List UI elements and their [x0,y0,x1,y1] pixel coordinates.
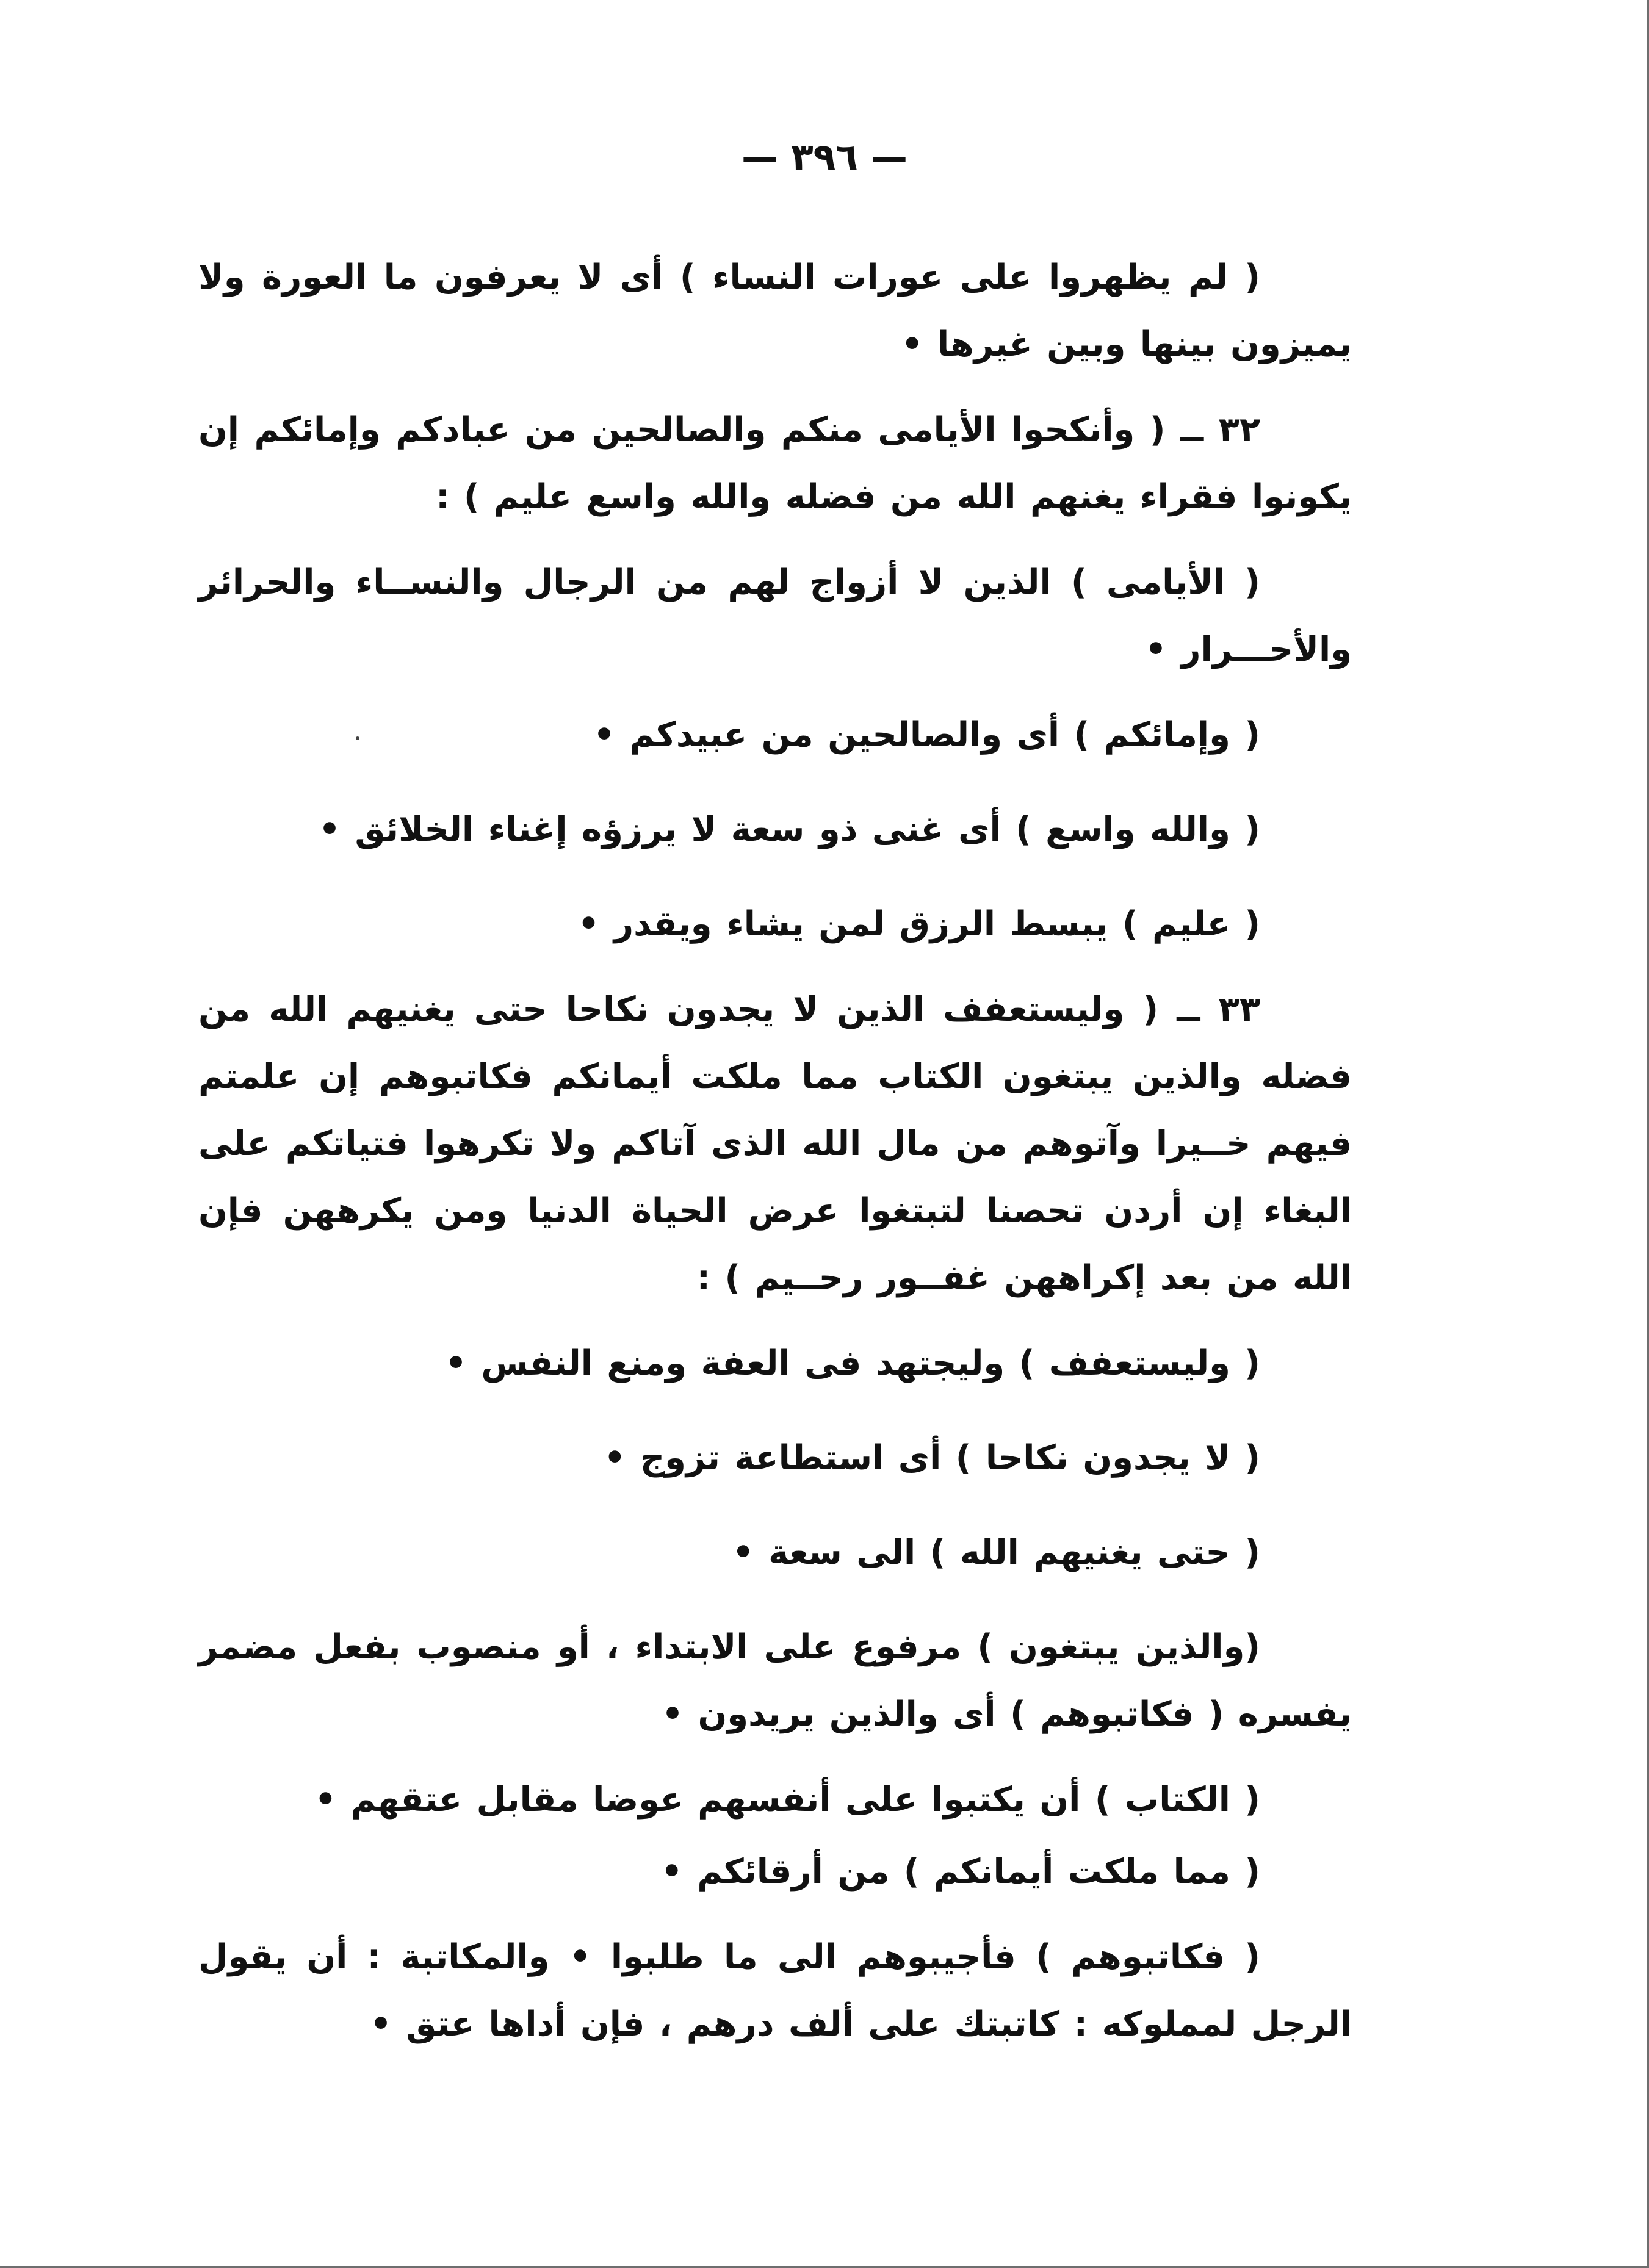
paragraph-13: ( مما ملكت أيمانكم ) من أرقائكم • [660,1852,1260,1892]
paragraph-1: ( لم يظهروا على عورات النساء ) أى لا يعرفون ما العورة ولا يميزون بينها وبين غيرها • [198,257,1352,364]
body-text [198,244,1352,2058]
paragraph-5: ( والله واسع ) أى غنى ذو سعة لا يرزؤه إغناء الخلائق • [319,810,1260,849]
paragraph-12: ( الكتاب ) أن يكتبوا على أنفسهم عوضا مقابل عتقهم • [314,1780,1260,1820]
paragraph-14: ( فكاتبوهم ) فأجيبوهم الى ما طلبوا • والمكاتبة : أن يقول الرجل لمملوكه : كاتبتك على ألف درهم ، فإن أداها عتق • [198,1937,1352,2044]
paragraph-3: ( الأيامى ) الذين لا أزواج لهم من الرجال والنســاء والحرائر والأحـــرار • [198,563,1352,669]
page-number: — ٣٩٦ — [742,136,907,179]
paragraph-8: ( وليستعفف ) وليجتهد فى العفة ومنع النفس • [445,1344,1260,1383]
paragraph-7: ٣٣ ــ ( وليستعفف الذين لا يجدون نكاحا حتى يغنيهم الله من فضله والذين يبتغون الكتاب مما ملكت أيمانكم فكاتبوهم إن علمتم فيهم خــيرا وآتوهم من مال الله الذى آتاكم ولا تكرهوا فتياتكم على البغاء إن أردن تحصنا لتبتغوا عرض الحياة الدنيا ومن يكرههن فإن الله من بعد إكراههن غفــور رحــيم ) : [198,990,1352,1298]
paragraph-11: (والذين يبتغون ) مرفوع على الابتداء ، أو منصوب بفعل مضمر يفسره ( فكاتبوهم ) أى والذين يريدون • [198,1627,1352,1734]
paragraph-2: ٣٢ ــ ( وأنكحوا الأيامى منكم والصالحين من عبادكم وإمائكم إن يكونوا فقراء يغنهم الله من فضله والله واسع عليم ) : [198,410,1352,517]
paragraph-4: ( وإمائكم ) أى والصالحين من عبيدكم • [593,715,1260,755]
paragraph-9: ( لا يجدون نكاحا ) أى استطاعة تزوج • [604,1438,1260,1478]
paragraph-6: ( عليم ) يبسط الرزق لمن يشاء ويقدر • [577,904,1260,944]
paragraph-10: ( حتى يغنيهم الله ) الى سعة • [732,1533,1260,1572]
